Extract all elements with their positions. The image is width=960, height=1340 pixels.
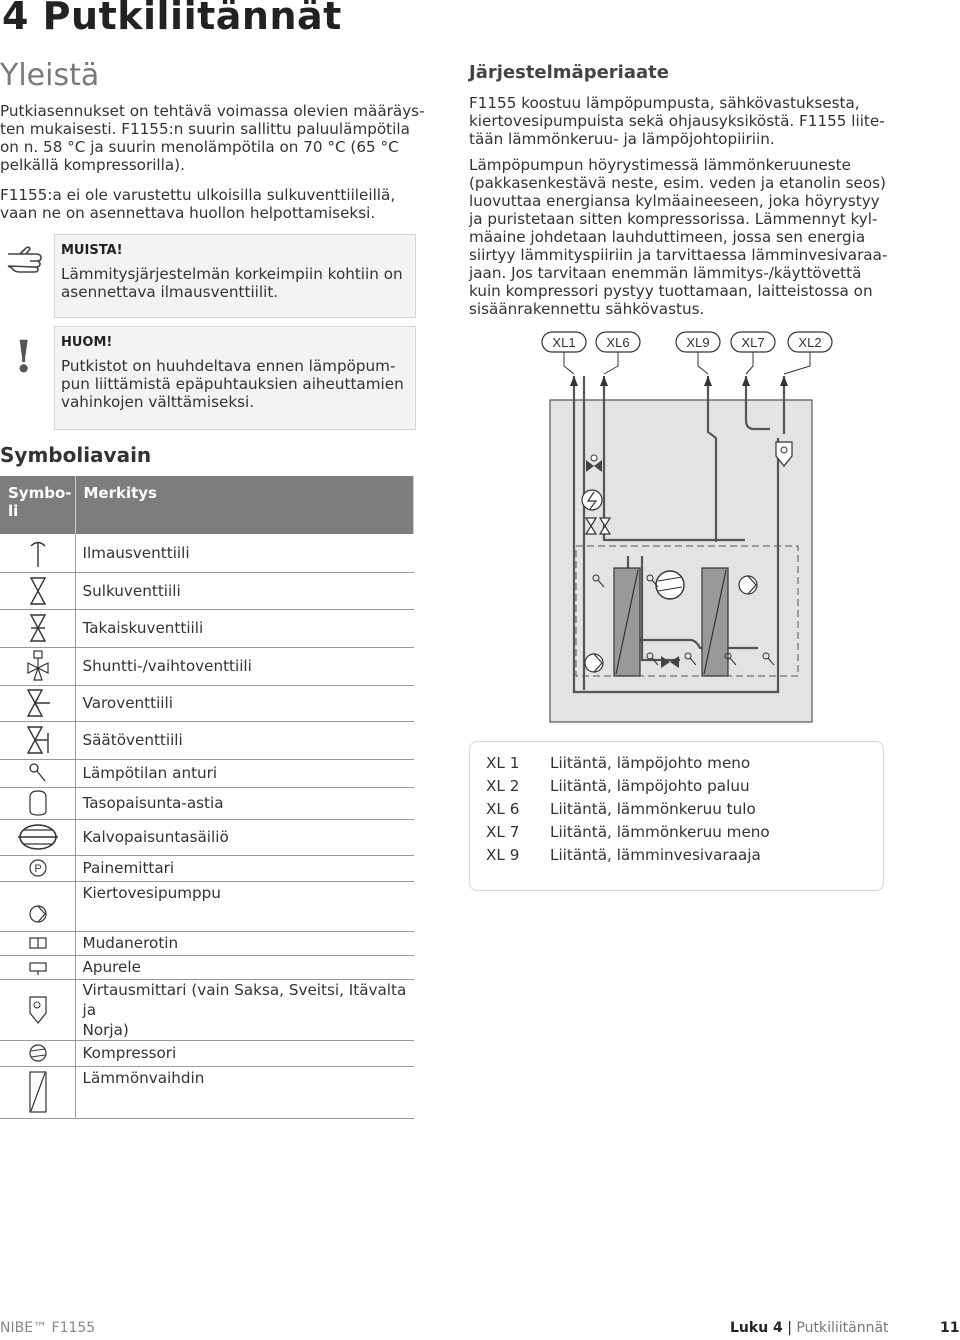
symbol-key-table — [0, 476, 414, 1119]
label-line: Virtausmittari (vain Saksa, Sveitsi, Itävalta ja — [82, 980, 407, 1019]
row-label: Tasopaisunta-astia — [76, 787, 414, 819]
row-label: Shuntti-/vaihtoventtiili — [76, 647, 414, 685]
text-line: ten mukaisesti. F1155:n suurin sallittu paluulämpötila — [0, 120, 410, 138]
shutoff-valve-icon — [0, 572, 76, 609]
table-row — [0, 881, 414, 931]
safety-valve-icon — [0, 685, 76, 721]
system-diagram — [530, 330, 840, 730]
text-line: mäaine johdetaan lauhduttimeen, jossa sen energia — [469, 228, 866, 246]
label-text: XL2 — [798, 335, 822, 350]
expansion-tank-icon — [0, 787, 76, 819]
row-label: Sulkuventtiili — [76, 572, 414, 609]
text-line: kuin kompressori pystyy tuottamaan, laitteistossa on — [469, 282, 873, 300]
vent-valve-icon — [0, 534, 76, 572]
connection-label-xl9 — [676, 332, 720, 352]
row-label: Lämpötilan anturi — [76, 759, 414, 787]
row-label: Mudanerotin — [76, 931, 414, 955]
header-line: Symbo- — [8, 484, 72, 502]
table-row — [0, 685, 414, 721]
check-valve-icon — [0, 609, 76, 647]
label-text: XL9 — [686, 335, 710, 350]
legend-text: Liitäntä, lämmönkeruu meno — [550, 823, 770, 841]
connection-label-xl2 — [788, 332, 832, 352]
intro-paragraph-2 — [0, 186, 430, 222]
row-label: Painemittari — [76, 855, 414, 881]
pressure-gauge-icon — [0, 855, 76, 881]
row-label: Takaiskuventtiili — [76, 609, 414, 647]
text-line: Putkiasennukset on tehtävä voimassa olevien määräys- — [0, 102, 425, 120]
footer-chapter-number: Luku 4 — [730, 1320, 783, 1336]
symbol-key-title: Symboliavain — [0, 443, 152, 467]
legend-text: Liitäntä, lämpöjohto paluu — [550, 777, 750, 795]
leader-lines — [564, 352, 810, 374]
text-line: asennettava ilmausventtiilit. — [61, 283, 279, 301]
text-line: on n. 58 °C ja suurin menolämpötila on 70 °C (65 °C — [0, 138, 399, 156]
text-line: tään lämmönkeruu- ja lämpöjohtopiiriin. — [469, 130, 775, 148]
text-line: vaan ne on asennettava huollon helpottamiseksi. — [0, 204, 376, 222]
text-line: vahinkojen välttämiseksi. — [61, 393, 255, 411]
svg-text:P: P — [34, 863, 42, 875]
column-header-symbol — [0, 476, 76, 534]
text-line: (pakkasenkestävä neste, esim. veden ja etanolin seos) — [469, 174, 886, 192]
table-row — [0, 955, 414, 979]
system-paragraph-1 — [469, 94, 949, 148]
particle-filter-icon — [0, 931, 76, 955]
table-row — [0, 647, 414, 685]
pointing-hand-icon — [6, 244, 54, 278]
chapter-title: 4 Putkiliitännät — [2, 0, 342, 38]
connection-label-xl7 — [731, 332, 775, 352]
control-valve-icon — [0, 721, 76, 759]
row-label: Kiertovesipumppu — [76, 881, 414, 931]
note-text — [61, 357, 404, 411]
table-row — [0, 721, 414, 759]
legend-code: XL 2 — [486, 777, 520, 795]
flow-meter-icon — [0, 979, 76, 1040]
legend-code: XL 9 — [486, 846, 520, 864]
heat-exchanger-condenser — [702, 568, 728, 676]
label-line: Norja) — [82, 1020, 129, 1039]
row-label: Kalvopaisuntasäiliö — [76, 819, 414, 855]
system-principle-title: Järjestelmäperiaate — [469, 62, 669, 83]
note-remember — [54, 234, 416, 318]
legend-text: Liitäntä, lämpöjohto meno — [550, 754, 751, 772]
compressor-icon — [0, 1040, 76, 1066]
legend-code: XL 1 — [486, 754, 520, 772]
text-line: F1155 koostuu lämpöpumpusta, sähkövastuksesta, — [469, 94, 860, 112]
table-row — [0, 609, 414, 647]
text-line: Lämmitysjärjestelmän korkeimpiin kohtiin on — [61, 265, 403, 283]
connection-label-xl6 — [596, 332, 640, 352]
row-label: Säätöventtiili — [76, 721, 414, 759]
footer-brand: NIBE™ — [0, 1320, 48, 1336]
row-label: Apurele — [76, 955, 414, 979]
section-title: Yleistä — [0, 58, 100, 93]
table-row — [0, 787, 414, 819]
table-row — [0, 855, 414, 881]
label-text: XL1 — [552, 335, 576, 350]
circulation-pump-brine — [585, 654, 603, 672]
note-text — [61, 265, 403, 301]
text-line: ja puristetaan sitten kompressorissa. Lämmennyt kyl- — [469, 210, 878, 228]
page-number: 11 — [940, 1320, 960, 1336]
text-line: sisäänrakennettu sähkövastus. — [469, 300, 705, 318]
note-title: HUOM! — [61, 335, 113, 350]
legend-code: XL 7 — [486, 823, 520, 841]
text-line: F1155:a ei ole varustettu ulkoisilla sulkuventtiileillä, — [0, 186, 396, 204]
label-text: XL6 — [606, 335, 630, 350]
table-row — [0, 1040, 414, 1066]
table-row — [0, 1066, 414, 1118]
row-label: Varoventtiili — [76, 685, 414, 721]
diaphragm-tank-icon — [0, 819, 76, 855]
system-paragraph-2 — [469, 156, 949, 318]
header-line: li — [8, 502, 19, 520]
row-label — [76, 979, 414, 1040]
connection-legend — [469, 741, 884, 891]
mixing-valve-icon — [0, 647, 76, 685]
table-row — [0, 759, 414, 787]
row-label: Kompressori — [76, 1040, 414, 1066]
text-line: jaan. Jos tarvitaan enemmän lämmitys-/käyttövettä — [469, 264, 862, 282]
note-caution — [54, 326, 416, 430]
heat-pump-housing — [550, 400, 812, 722]
circulation-pump-icon — [0, 881, 76, 931]
heat-exchanger-evaporator — [614, 568, 640, 676]
electric-heater — [582, 490, 602, 510]
auxiliary-relay-icon — [0, 955, 76, 979]
circulation-pump-heating — [739, 576, 757, 594]
text-line: pelkällä kompressorilla). — [0, 156, 185, 174]
legend-text: Liitäntä, lämminvesivaraaja — [550, 846, 761, 864]
text-line: siirtyy lämmityspiiriin ja tarvittaessa lämminvesivaraa- — [469, 246, 888, 264]
footer-left — [0, 1320, 95, 1336]
compressor — [656, 571, 684, 599]
text-line: Lämpöpumpun höyrystimessä lämmönkeruuneste — [469, 156, 851, 174]
pipe-arrows — [570, 376, 788, 386]
intro-paragraph-1 — [0, 102, 430, 174]
footer-model: F1155 — [51, 1320, 96, 1336]
column-header-meaning: Merkitys — [76, 476, 414, 534]
footer-chapter-name: Putkiliitännät — [796, 1320, 889, 1336]
table-header — [0, 476, 414, 534]
text-line: luovuttaa energiansa kylmäaineeseen, joka höyrystyy — [469, 192, 880, 210]
text-line: kiertovesipumpuista sekä ohjausyksiköstä. F1155 liite- — [469, 112, 885, 130]
table-row — [0, 931, 414, 955]
table-row — [0, 534, 414, 572]
legend-code: XL 6 — [486, 800, 520, 818]
text-line: pun liittämistä epäpuhtauksien aiheuttamien — [61, 375, 404, 393]
heat-exchanger-icon — [0, 1066, 76, 1118]
note-title: MUISTA! — [61, 243, 123, 258]
connection-label-xl1 — [542, 332, 586, 352]
legend-text: Liitäntä, lämmönkeruu tulo — [550, 800, 756, 818]
temperature-sensor-icon — [0, 759, 76, 787]
table-row — [0, 572, 414, 609]
row-label: Lämmönvaihdin — [76, 1066, 414, 1118]
table-row — [0, 979, 414, 1040]
footer-chapter: Luku 4 | Putkiliitännät — [730, 1320, 889, 1336]
exclamation-icon: ! — [14, 332, 34, 383]
table-row — [0, 819, 414, 855]
label-text: XL7 — [741, 335, 765, 350]
text-line: Putkistot on huuhdeltava ennen lämpöpum- — [61, 357, 396, 375]
row-label: Ilmausventtiili — [76, 534, 414, 572]
